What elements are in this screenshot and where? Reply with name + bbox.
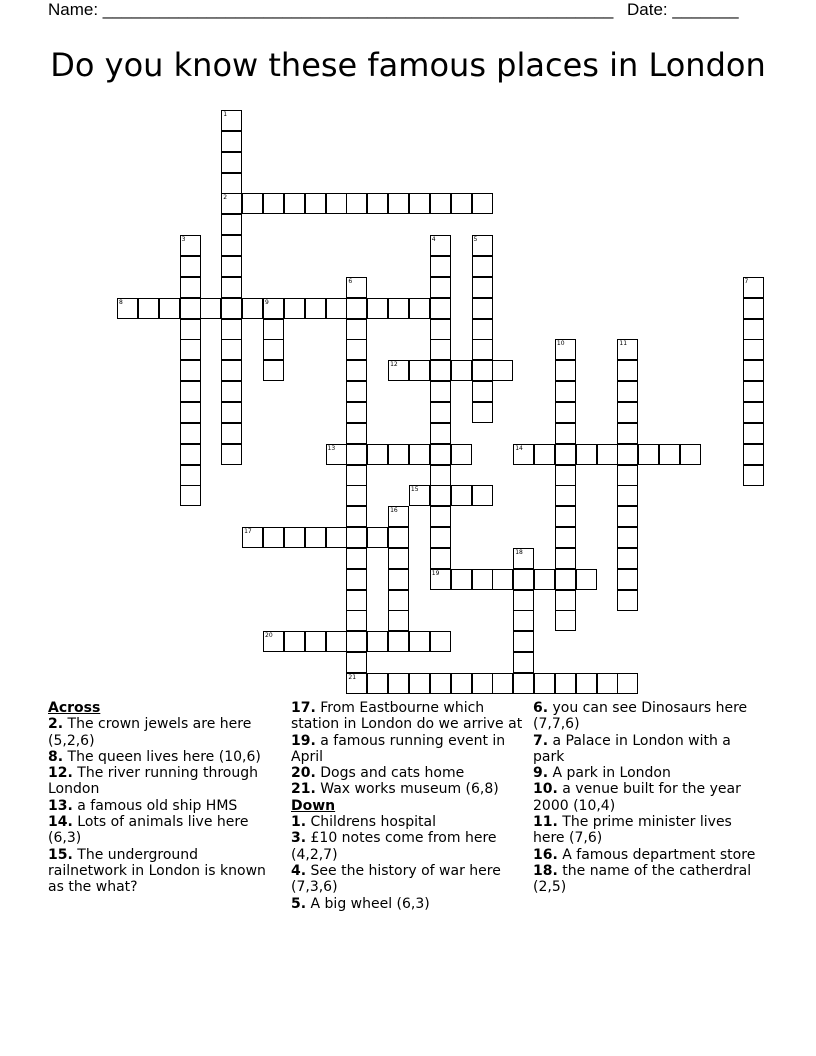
grid-cell[interactable]: [597, 444, 618, 465]
grid-cell[interactable]: [388, 590, 409, 611]
grid-cell[interactable]: [326, 298, 347, 319]
grid-cell[interactable]: [743, 339, 764, 360]
clue-number: 2: [223, 194, 228, 202]
grid-cell[interactable]: [513, 548, 534, 569]
clues-column-1: [48, 700, 280, 896]
grid-cell[interactable]: [534, 444, 555, 465]
grid-cell[interactable]: [346, 339, 367, 360]
grid-cell[interactable]: [430, 402, 451, 423]
down-clue: [533, 781, 765, 814]
grid-cell[interactable]: [242, 527, 263, 548]
grid-cell[interactable]: [472, 277, 493, 298]
grid-cell[interactable]: [451, 193, 472, 214]
across-clue: [48, 847, 280, 896]
grid-cell[interactable]: [617, 527, 638, 548]
grid-cell[interactable]: [555, 673, 576, 694]
grid-cell[interactable]: [472, 673, 493, 694]
grid-cell[interactable]: [743, 444, 764, 465]
grid-cell[interactable]: [430, 506, 451, 527]
clue-number-label: 14.: [48, 814, 73, 831]
grid-cell[interactable]: [743, 402, 764, 423]
clue-text: A famous department store: [557, 846, 756, 863]
clue-number: 21: [348, 674, 357, 681]
grid-cell[interactable]: [430, 527, 451, 548]
clue-text: See the history of war here (7,3,6): [291, 862, 501, 896]
grid-cell[interactable]: [346, 193, 367, 214]
clue-number: 3: [181, 236, 186, 244]
grid-cell[interactable]: [430, 277, 451, 298]
down-clue: [291, 814, 523, 830]
clue-number-label: 21.: [291, 781, 316, 798]
clue-number-label: 8.: [48, 748, 64, 765]
grid-cell[interactable]: [743, 277, 764, 298]
across-heading: Across: [48, 700, 101, 716]
down-clue: [533, 765, 765, 781]
grid-cell[interactable]: [555, 548, 576, 569]
grid-cell[interactable]: [346, 590, 367, 611]
grid-cell[interactable]: [367, 631, 388, 652]
grid-cell[interactable]: [513, 631, 534, 652]
grid-cell[interactable]: [617, 444, 638, 465]
grid-cell[interactable]: [180, 444, 201, 465]
grid-cell[interactable]: [305, 631, 326, 652]
down-clue: [533, 700, 765, 733]
clue-number-label: 13.: [48, 797, 73, 814]
clue-number: 17: [244, 528, 252, 535]
grid-cell[interactable]: [388, 506, 409, 527]
grid-cell[interactable]: [409, 631, 430, 652]
grid-cell[interactable]: [513, 610, 534, 631]
grid-cell[interactable]: [242, 193, 263, 214]
grid-cell[interactable]: [430, 423, 451, 444]
down-clue: [291, 896, 523, 912]
clue-text: you can see Dinosaurs here (7,7,6): [533, 700, 748, 733]
across-clue: [48, 814, 280, 847]
grid-cell[interactable]: [743, 298, 764, 319]
grid-cell[interactable]: [284, 631, 305, 652]
grid-cell[interactable]: [388, 569, 409, 590]
grid-cell[interactable]: [326, 527, 347, 548]
grid-cell[interactable]: [617, 465, 638, 486]
clue-number-label: 16.: [533, 846, 558, 863]
grid-cell[interactable]: [409, 485, 430, 506]
across-clue-list: [48, 716, 280, 895]
grid-cell[interactable]: [430, 235, 451, 256]
across-clue: [48, 765, 280, 798]
grid-cell[interactable]: [284, 298, 305, 319]
grid-cell[interactable]: [346, 423, 367, 444]
grid-cell[interactable]: [659, 444, 680, 465]
across-clue: [48, 749, 280, 765]
clue-number: 12: [390, 361, 398, 369]
grid-cell[interactable]: [388, 610, 409, 631]
grid-cell[interactable]: [492, 673, 513, 694]
grid-cell[interactable]: [451, 360, 472, 381]
down-clue-list-continued: [533, 700, 765, 896]
grid-cell[interactable]: [346, 673, 367, 694]
grid-cell[interactable]: [555, 360, 576, 381]
clue-number: 18: [515, 548, 523, 556]
grid-cell[interactable]: [346, 277, 367, 298]
clue-number-label: 6.: [533, 700, 549, 716]
down-clue: [291, 863, 523, 896]
clue-number-label: 11.: [533, 814, 558, 831]
grid-cell[interactable]: [513, 673, 534, 694]
page-title: Do you know these famous places in London: [50, 46, 766, 84]
clue-number-label: 19.: [291, 732, 316, 749]
grid-cell[interactable]: [180, 381, 201, 402]
clue-number: 1: [223, 111, 228, 118]
clues-column-2: [291, 700, 523, 912]
grid-cell[interactable]: [263, 193, 284, 214]
grid-cell[interactable]: [472, 298, 493, 319]
clue-number: 15: [410, 486, 419, 494]
grid-cell[interactable]: [367, 444, 388, 465]
grid-cell[interactable]: [743, 319, 764, 340]
clue-number-label: 12.: [48, 765, 73, 782]
clue-number-label: 4.: [291, 862, 307, 879]
clue-number: 6: [348, 277, 353, 285]
grid-cell[interactable]: [221, 339, 242, 360]
grid-cell[interactable]: [180, 235, 201, 256]
clue-text: A big wheel (6,3): [306, 895, 430, 912]
clue-text: a Palace in London with a park: [533, 732, 731, 765]
grid-cell[interactable]: [430, 193, 451, 214]
date-field-label: Date: _______: [627, 0, 739, 19]
grid-cell[interactable]: [430, 465, 451, 486]
grid-cell[interactable]: [326, 193, 347, 214]
grid-cell[interactable]: [221, 193, 242, 214]
grid-cell[interactable]: [367, 673, 388, 694]
grid-cell[interactable]: [513, 590, 534, 611]
clue-number-label: 18.: [533, 862, 558, 879]
clue-number: 14: [515, 444, 523, 452]
grid-cell[interactable]: [743, 465, 764, 486]
across-clue: [291, 733, 523, 766]
clue-number: 20: [265, 632, 273, 640]
grid-cell[interactable]: [346, 381, 367, 402]
grid-cell[interactable]: [555, 590, 576, 611]
grid-cell[interactable]: [472, 193, 493, 214]
grid-cell[interactable]: [513, 569, 534, 590]
grid-cell[interactable]: [180, 277, 201, 298]
grid-cell[interactable]: [180, 402, 201, 423]
grid-cell[interactable]: [180, 339, 201, 360]
grid-cell[interactable]: [555, 402, 576, 423]
grid-cell[interactable]: [430, 444, 451, 465]
grid-cell[interactable]: [555, 444, 576, 465]
grid-cell[interactable]: [638, 444, 659, 465]
grid-cell[interactable]: [472, 319, 493, 340]
grid-cell[interactable]: [430, 256, 451, 277]
grid-cell[interactable]: [430, 339, 451, 360]
grid-cell[interactable]: [346, 444, 367, 465]
grid-cell[interactable]: [555, 506, 576, 527]
clue-text: the name of the catherdral (2,5): [533, 862, 752, 896]
clues-column-3: [533, 700, 765, 896]
clue-number-label: 3.: [291, 830, 307, 847]
grid-cell[interactable]: [326, 631, 347, 652]
clue-text: Childrens hospital: [306, 814, 436, 831]
clue-text: The prime minister lives here (7,6): [533, 814, 732, 847]
grid-cell[interactable]: [326, 444, 347, 465]
across-clue: [48, 716, 280, 749]
grid-cell[interactable]: [617, 360, 638, 381]
clue-number-label: 20.: [291, 765, 316, 782]
grid-cell[interactable]: [451, 673, 472, 694]
grid-cell[interactable]: [180, 298, 201, 319]
grid-cell[interactable]: [430, 673, 451, 694]
grid-cell[interactable]: [743, 423, 764, 444]
grid-cell[interactable]: [617, 485, 638, 506]
across-clue: [291, 765, 523, 781]
grid-cell[interactable]: [451, 569, 472, 590]
grid-cell[interactable]: [180, 256, 201, 277]
grid-cell[interactable]: [617, 673, 638, 694]
clue-text: The queen lives here (10,6): [63, 748, 261, 765]
grid-cell[interactable]: [617, 381, 638, 402]
clue-number: 9: [265, 298, 269, 306]
grid-cell[interactable]: [430, 569, 451, 590]
grid-cell[interactable]: [346, 548, 367, 569]
grid-cell[interactable]: [472, 360, 493, 381]
grid-cell[interactable]: [555, 465, 576, 486]
clue-number-label: 1.: [291, 814, 307, 831]
grid-cell[interactable]: [513, 444, 534, 465]
grid-cell[interactable]: [346, 569, 367, 590]
grid-cell[interactable]: [221, 277, 242, 298]
down-clue: [533, 847, 765, 863]
grid-cell[interactable]: [617, 548, 638, 569]
across-clue-list-continued: [291, 700, 523, 798]
grid-cell[interactable]: [492, 569, 513, 590]
grid-cell[interactable]: [221, 360, 242, 381]
grid-cell[interactable]: [346, 402, 367, 423]
grid-cell[interactable]: [180, 319, 201, 340]
grid-cell[interactable]: [180, 465, 201, 486]
grid-cell[interactable]: [200, 298, 221, 319]
grid-cell[interactable]: [409, 193, 430, 214]
grid-cell[interactable]: [242, 298, 263, 319]
grid-cell[interactable]: [451, 444, 472, 465]
down-clue: [291, 830, 523, 863]
grid-cell[interactable]: [221, 319, 242, 340]
grid-cell[interactable]: [743, 360, 764, 381]
grid-cell[interactable]: [617, 569, 638, 590]
clue-text: Dogs and cats home: [315, 765, 465, 782]
clue-text: a famous running event in April: [291, 732, 506, 765]
grid-cell[interactable]: [263, 298, 284, 319]
clue-number-label: 15.: [48, 846, 73, 863]
grid-cell[interactable]: [367, 298, 388, 319]
grid-cell[interactable]: [221, 423, 242, 444]
across-clue: [48, 798, 280, 814]
grid-cell[interactable]: [409, 298, 430, 319]
grid-cell[interactable]: [263, 360, 284, 381]
grid-cell[interactable]: [367, 193, 388, 214]
clue-number: 11: [619, 340, 628, 348]
grid-cell[interactable]: [221, 131, 242, 152]
clue-number: 10: [556, 340, 565, 348]
clue-text: Lots of animals live here (6,3): [48, 814, 249, 847]
grid-cell[interactable]: [346, 527, 367, 548]
grid-cell[interactable]: [138, 298, 159, 319]
grid-cell[interactable]: [367, 527, 388, 548]
grid-cell[interactable]: [284, 527, 305, 548]
grid-cell[interactable]: [180, 360, 201, 381]
grid-cell[interactable]: [555, 610, 576, 631]
grid-cell[interactable]: [346, 631, 367, 652]
grid-cell[interactable]: [617, 590, 638, 611]
grid-cell[interactable]: [159, 298, 180, 319]
grid-cell[interactable]: [617, 339, 638, 360]
grid-cell[interactable]: [221, 214, 242, 235]
grid-cell[interactable]: [472, 381, 493, 402]
grid-cell[interactable]: [555, 339, 576, 360]
grid-cell[interactable]: [346, 465, 367, 486]
grid-cell[interactable]: [617, 423, 638, 444]
grid-cell[interactable]: [472, 402, 493, 423]
clue-text: The river running through London: [48, 765, 258, 798]
grid-cell[interactable]: [534, 569, 555, 590]
grid-cell[interactable]: [409, 673, 430, 694]
grid-cell[interactable]: [221, 256, 242, 277]
grid-cell[interactable]: [346, 610, 367, 631]
grid-cell[interactable]: [555, 423, 576, 444]
grid-cell[interactable]: [180, 423, 201, 444]
clue-text: From Eastbourne which station in London do we arrive at: [291, 700, 523, 733]
clue-number: 8: [119, 298, 123, 306]
grid-cell[interactable]: [555, 527, 576, 548]
clue-text: A park in London: [548, 765, 671, 782]
clue-number: 4: [431, 236, 436, 244]
clue-text: a famous old ship HMS: [72, 797, 238, 814]
clue-number-label: 5.: [291, 895, 307, 912]
grid-cell[interactable]: [346, 506, 367, 527]
grid-cell[interactable]: [576, 673, 597, 694]
grid-cell[interactable]: [430, 548, 451, 569]
grid-cell[interactable]: [388, 548, 409, 569]
clue-number: 7: [744, 277, 749, 285]
grid-cell[interactable]: [221, 110, 242, 131]
grid-cell[interactable]: [430, 631, 451, 652]
grid-cell[interactable]: [388, 631, 409, 652]
grid-cell[interactable]: [388, 298, 409, 319]
grid-cell[interactable]: [680, 444, 701, 465]
grid-cell[interactable]: [430, 360, 451, 381]
grid-cell[interactable]: [263, 319, 284, 340]
grid-cell[interactable]: [221, 235, 242, 256]
down-clue: [533, 863, 765, 896]
grid-cell[interactable]: [388, 193, 409, 214]
grid-cell[interactable]: [263, 631, 284, 652]
across-clue: [291, 781, 523, 797]
down-clue: [533, 733, 765, 766]
grid-cell[interactable]: [346, 652, 367, 673]
clue-number-label: 10.: [533, 781, 558, 798]
grid-cell[interactable]: [388, 673, 409, 694]
grid-cell[interactable]: [472, 339, 493, 360]
down-clue: [533, 814, 765, 847]
grid-cell[interactable]: [617, 402, 638, 423]
clue-number: 19: [431, 569, 440, 577]
grid-cell[interactable]: [117, 298, 138, 319]
clue-text: £10 notes come from here (4,2,7): [291, 830, 497, 863]
grid-cell[interactable]: [346, 298, 367, 319]
grid-cell[interactable]: [743, 381, 764, 402]
clue-number-label: 17.: [291, 700, 316, 716]
grid-cell[interactable]: [346, 360, 367, 381]
clue-text: The underground railnetwork in London is known as the what?: [48, 846, 266, 896]
clue-text: The crown jewels are here (5,2,6): [48, 716, 252, 749]
grid-cell[interactable]: [221, 298, 242, 319]
across-clue: [291, 700, 523, 733]
grid-cell[interactable]: [430, 485, 451, 506]
clue-number-label: 9.: [533, 765, 549, 782]
grid-cell[interactable]: [576, 569, 597, 590]
grid-cell[interactable]: [492, 360, 513, 381]
grid-cell[interactable]: [409, 444, 430, 465]
grid-cell[interactable]: [472, 235, 493, 256]
grid-cell[interactable]: [430, 298, 451, 319]
grid-cell[interactable]: [534, 673, 555, 694]
grid-cell[interactable]: [263, 527, 284, 548]
grid-cell[interactable]: [346, 319, 367, 340]
grid-cell[interactable]: [263, 339, 284, 360]
grid-cell[interactable]: [221, 152, 242, 173]
grid-cell[interactable]: [305, 527, 326, 548]
name-field-label: Name: ______________________________________________________: [48, 0, 614, 19]
grid-cell[interactable]: [472, 569, 493, 590]
grid-cell[interactable]: [451, 485, 472, 506]
grid-cell[interactable]: [597, 673, 618, 694]
grid-cell[interactable]: [221, 381, 242, 402]
grid-cell[interactable]: [221, 444, 242, 465]
grid-cell[interactable]: [305, 193, 326, 214]
down-heading: Down: [291, 797, 336, 814]
grid-cell[interactable]: [555, 569, 576, 590]
clue-number-label: 2.: [48, 716, 64, 733]
grid-cell[interactable]: [576, 444, 597, 465]
grid-cell[interactable]: [555, 485, 576, 506]
grid-cell[interactable]: [180, 485, 201, 506]
grid-cell[interactable]: [617, 506, 638, 527]
grid-cell[interactable]: [346, 485, 367, 506]
clue-number: 13: [327, 444, 336, 452]
clue-number: 16: [390, 507, 398, 515]
grid-cell[interactable]: [409, 360, 430, 381]
grid-cell[interactable]: [221, 173, 242, 194]
grid-cell[interactable]: [472, 256, 493, 277]
grid-cell[interactable]: [305, 298, 326, 319]
down-clue-list: [291, 814, 523, 912]
clue-text: a venue built for the year 2000 (10,4): [533, 781, 741, 814]
grid-cell[interactable]: [430, 319, 451, 340]
grid-cell[interactable]: [388, 444, 409, 465]
clue-text: Wax works museum (6,8): [315, 781, 499, 798]
grid-cell[interactable]: [513, 652, 534, 673]
clue-number: 5: [473, 236, 478, 244]
grid-cell[interactable]: [555, 381, 576, 402]
clue-number-label: 7.: [533, 732, 549, 749]
grid-cell[interactable]: [388, 360, 409, 381]
grid-cell[interactable]: [221, 402, 242, 423]
grid-cell[interactable]: [430, 381, 451, 402]
grid-cell[interactable]: [472, 485, 493, 506]
grid-cell[interactable]: [284, 193, 305, 214]
grid-cell[interactable]: [388, 527, 409, 548]
